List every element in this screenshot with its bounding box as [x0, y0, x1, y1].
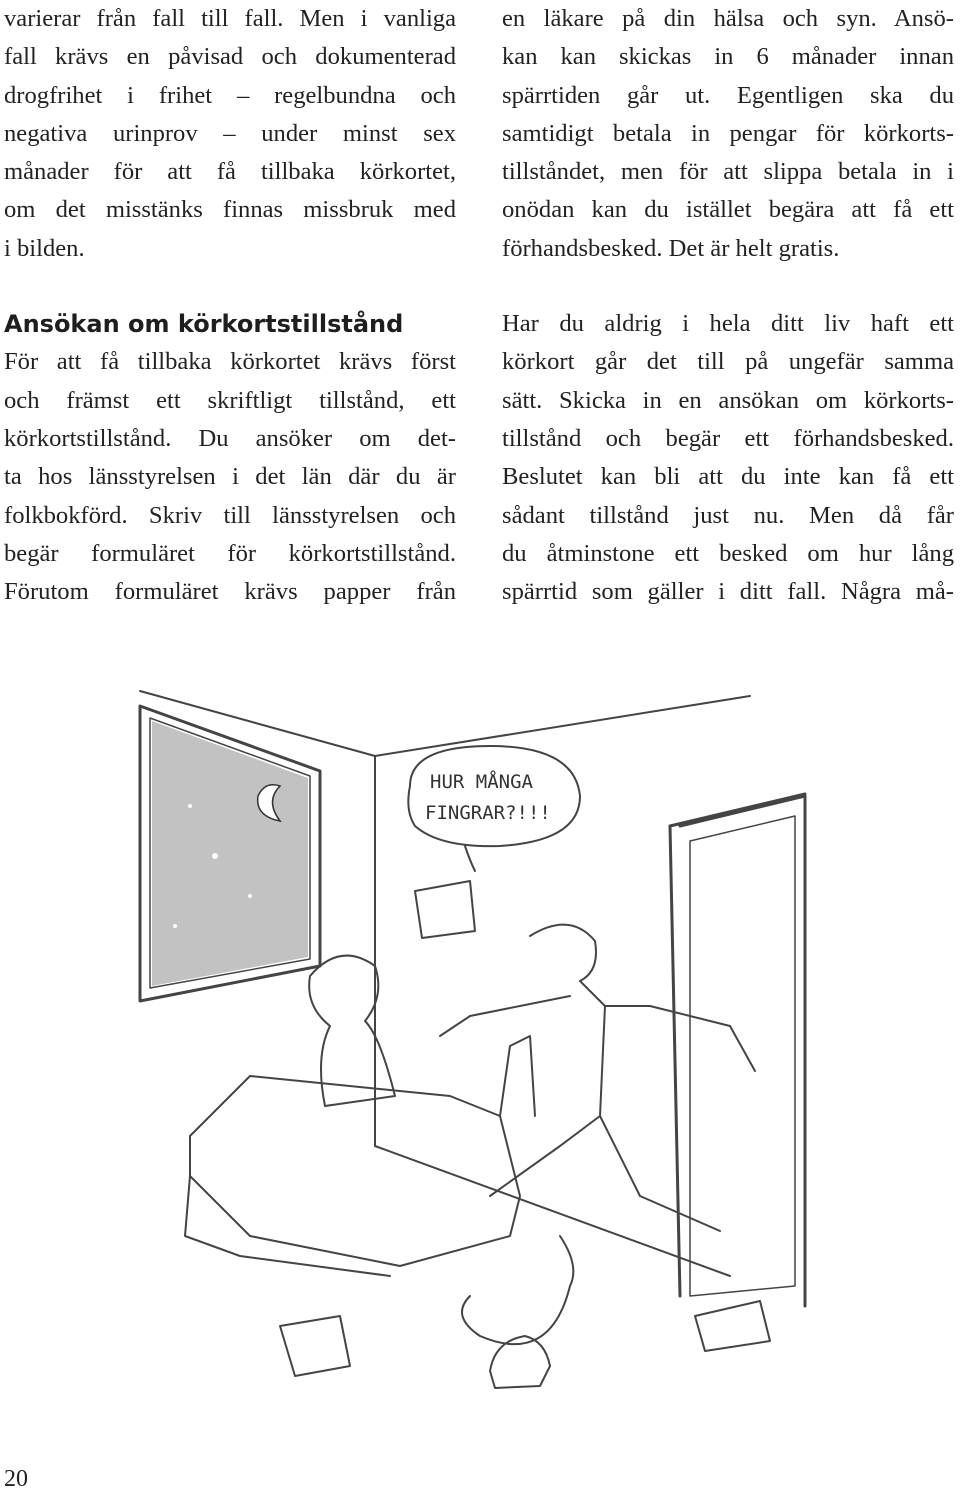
text-line: Har du aldrig i hela ditt liv haft ett: [502, 310, 954, 338]
text-line: Förutom formuläret krävs papper från: [4, 578, 456, 606]
wall-right-top: [375, 696, 750, 756]
page-number: 20: [4, 1466, 28, 1492]
text-line: en läkare på din hälsa och syn. Ansö-: [502, 5, 954, 32]
text-line: förhandsbesked. Det är helt gratis.: [502, 234, 840, 262]
left-column: [4, 0, 456, 611]
star-icon: [173, 924, 177, 928]
wall-picture: [415, 881, 475, 938]
paper-left: [280, 1316, 350, 1376]
text-line: du åtminstone ett besked om hur lång: [502, 539, 954, 567]
text-line: och främst ett skriftligt tillstånd, ett: [4, 386, 456, 414]
text-line: i bilden.: [4, 234, 85, 262]
text-line: tillståndet, men för att slippa betala in i: [502, 158, 954, 186]
bed: [190, 1076, 520, 1266]
text-line: folkbokförd. Skriv till länsstyrelsen och: [4, 501, 456, 529]
night-sky: [152, 721, 308, 986]
text-line: körkort går det till på ungefär samma: [502, 348, 954, 376]
text-line: sätt. Skicka in en ansökan om körkorts-: [502, 386, 954, 414]
text-line: drogfrihet i frihet – regelbundna och: [4, 81, 456, 109]
text-line: tillstånd och begär ett förhandsbesked.: [502, 424, 954, 452]
text-line: sådant tillstånd just nu. Men då får: [502, 501, 954, 529]
text-line: samtidigt betala in pengar för körkorts-: [502, 119, 954, 147]
text-line: kan kan skickas in 6 månader innan: [502, 43, 954, 71]
text-line: ta hos länsstyrelsen i det län där du är: [4, 463, 456, 491]
text-line: spärrtid som gäller i ditt fall. Några må-: [502, 578, 954, 606]
right-column: [502, 0, 954, 611]
text-line: onödan kan du istället begära att få ett: [502, 196, 954, 224]
star-icon: [188, 804, 192, 808]
paper-right: [695, 1301, 770, 1351]
speech-text-line-2: FINGRAR?!!!: [425, 802, 551, 824]
text-line: fall krävs en påvisad och dokumenterad: [4, 43, 456, 71]
text-line: körkortstillstånd. Du ansöker om det-: [4, 424, 456, 452]
star-icon: [248, 894, 252, 898]
bedroom-illustration: [130, 676, 830, 1406]
text-line: negativa urinprov – under minst sex: [4, 119, 456, 147]
text-line: begär formuläret för körkortstillstånd.: [4, 539, 456, 567]
girl-figure: [309, 956, 395, 1106]
text-line: om det misstänks finnas missbruk med: [4, 196, 456, 224]
text-line: spärrtiden går ut. Egentligen ska du: [502, 81, 954, 109]
text-line: varierar från fall till fall. Men i vanliga: [4, 5, 456, 32]
star-icon: [212, 853, 218, 859]
man-figure: [440, 925, 755, 1231]
speech-text-line-1: HUR MÅNGA: [430, 771, 533, 793]
text-line: För att få tillbaka körkortet krävs först: [4, 348, 456, 376]
text-line: Beslutet kan bli att du inte kan få ett: [502, 463, 954, 491]
text-line: månader för att få tillbaka körkortet,: [4, 158, 456, 186]
section-heading: Ansökan om körkortstillstånd: [4, 310, 404, 339]
